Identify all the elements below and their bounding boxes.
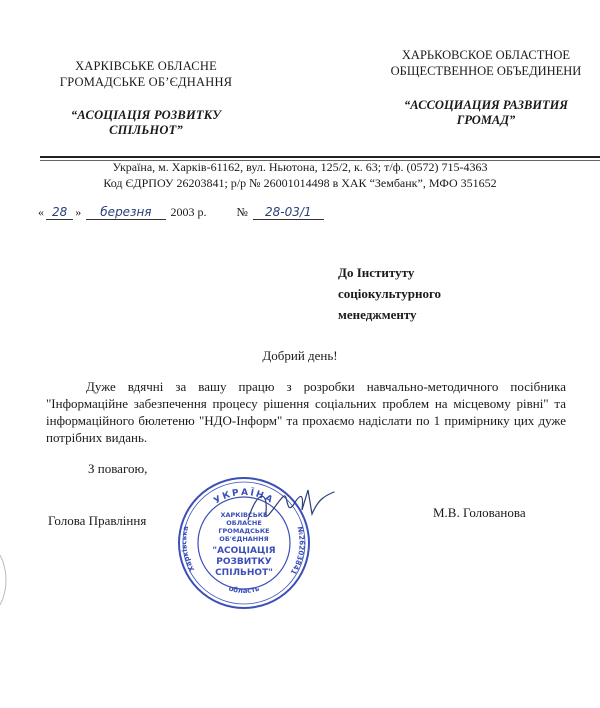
seal-center-line1: "АСОЦІАЦІЯ [212,546,276,556]
date-month: березня [86,205,165,220]
addressee [338,262,538,325]
date-year: 2003 р. [170,205,207,219]
seal-center-line2: РОЗВИТКУ [216,557,272,567]
org-header-ukrainian [36,58,256,138]
org-ua-name-line1: “АСОЦІАЦІЯ РОЗВИТКУ [70,108,222,122]
seal-center-line3: СПІЛЬНОТ" [215,568,273,578]
org-ru-line2: ОБЩЕСТВЕННОЕ ОБЪЕДИНЕНИ [390,64,582,78]
closing-regards: З повагою, [88,461,148,476]
signer-name: М.В. Голованова [433,505,526,520]
org-ua-name-line2: СПІЛЬНОТ” [109,123,183,137]
date-day: 28 [46,205,73,220]
seal-inner-line3: ГРОМАДСЬКЕ [218,527,270,535]
org-address [80,159,520,191]
seal-inner-line4: ОБ'ЄДНАННЯ [219,535,269,543]
org-ru-name-line1: “АССОЦИАЦИЯ РАЗВИТИЯ [403,98,569,112]
org-ua-line1: ХАРКІВСЬКЕ ОБЛАСНЕ [75,59,217,73]
addressee-line2: соціокультурного [338,286,442,301]
seal-ring-top-text: УКРАЇНА [212,487,276,507]
date-close-quote: » [75,205,82,219]
svg-text:область [228,584,261,595]
seal-inner-line1: ХАРКІВСЬКЕ [220,511,268,519]
seal-inner-line2: ОБЛАСНЕ [226,519,262,527]
doc-number: 28-03/1 [253,205,324,220]
address-line1: Україна, м. Харків-61162, вул. Ньютона, 125/2, к. 63; т/ф. (0572) 715-4363 [112,160,488,174]
address-line2: Код ЄДРПОУ 26203841; р/р № 26001014498 в ХАК “Зембанк”, МФО 351652 [103,176,497,190]
addressee-line3: менеджменту [338,307,417,322]
scan-edge-mark [0,550,14,610]
org-header-russian [376,47,596,128]
org-ru-name [376,98,596,128]
letter-body: Дуже вдячні за вашу працю з розробки навчально-методичного посібника "Інформаційне забезпечення процесу рішення соціальних проблем на місцевому рівні" та інформаційного бюлетеню "НДО-Інформ" та прохаємо надіслати по 1 примірнику цих дуже потрібних видань. [46,379,566,445]
org-ru-name-line2: ГРОМАД” [456,113,516,127]
handwritten-signature [238,482,338,532]
doc-number-label: № [236,205,248,219]
org-ua-name [36,108,256,138]
date-line [38,205,326,220]
org-ua-line2: ГРОМАДСЬКЕ ОБ’ЄДНАННЯ [59,75,233,89]
greeting: Добрий день! [262,348,338,363]
seal-ring-right-text: №26203841 [288,525,306,576]
signer-position: Голова Правління [48,513,147,528]
header-divider [40,156,600,158]
addressee-line1: До Інституту [338,265,415,280]
date-open-quote: « [38,205,44,219]
org-ru-line1: ХАРЬКОВСКОЕ ОБЛАСТНОЕ [401,48,571,62]
seal-ring-left-text: Харківська [180,525,197,573]
seal-ring-bottom-text: область [227,584,261,596]
